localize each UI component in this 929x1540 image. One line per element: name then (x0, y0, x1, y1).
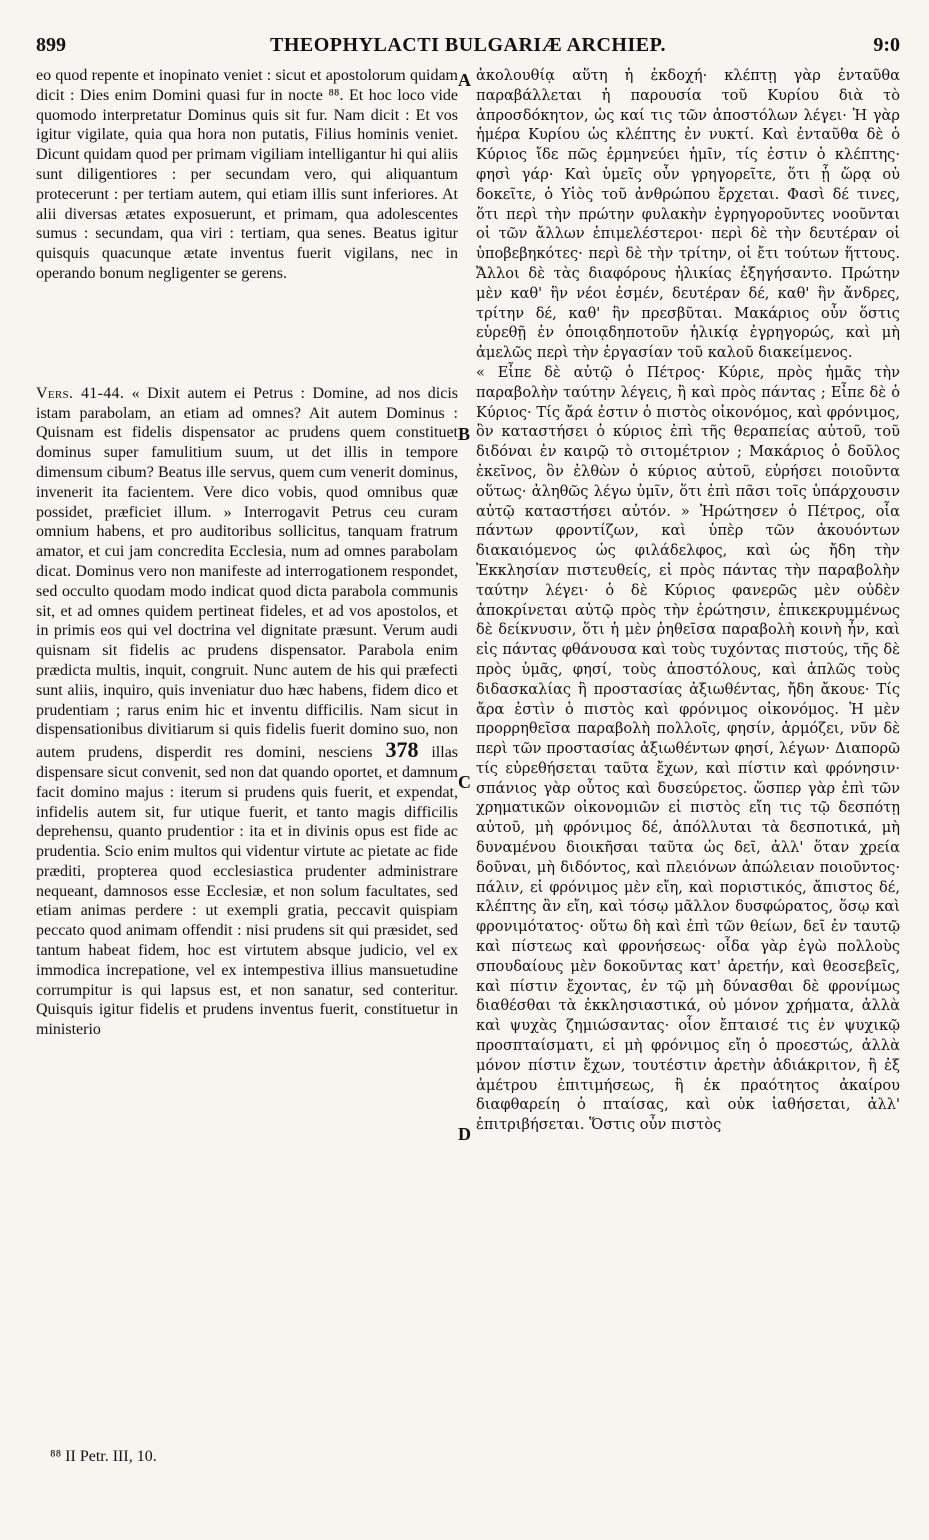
latin-paragraph-1: eo quod repente et inopinato veniet : sicut et apostolorum quidam dicit : Dies enim Domini quasi fur in nocte ⁸⁸. Et hoc loco vide quomodo interpretatur Dominus quis sit fur. Nam dicit : Et vos igitur vigilate, quia qua hora non putatis, Filius hominis veniet. Dicunt quidam quod per primam vigiliam intelligantur hi qui aliis sunt diligentiores : per secundam vero, qui aliquantum protecerunt : per tertiam autem, qui etiam illis sunt inferiores. At alii diversas ætates exposuerunt, et primam, qua adolescentes sumus : secundam, qua viri : tertiam, qua senes. Beatus igitur quisquis quacunque ætate inventus fuerit vigilans, nec in operando bonum negligenter se gerens. (36, 67, 458, 282)
greek-column (476, 66, 900, 1135)
margin-letter-b: B (458, 424, 471, 444)
latin-paragraph-2-continuation: illas dispensare sicut convenit, sed non dat quando oportet, et damnum facit domino majus : iterum si prudens quis fuerit, et expendat, infidelis autem sit, fur utique fuerit, et tanto magis difficilis deprehensu, quanto prudentior : ita et in divinis opus est fide ac prudentia. Scio enim multos qui videntur virtute ac pietate ac fide præditi, propterea quod ecclesiastica prudenter administrare nequeant, damnosos esse Ecclesiæ, et non solum facultates, sed etiam animas perdere : ut exempli gratia, peccavit quispiam peccato quod animam offendit : nisi prudens sit qui præsidet, sed tantum habeat fidem, hoc est virtutem absque judicio, vel ex immodica increpatione, vel ex intempestiva illius mansuetudine corrumpitur is qui lapsus est, et non sanatur, sed conteritur. Quisquis igitur fidelis et prudens inventus fuerit, constituetur in ministerio (36, 744, 459, 1039)
page-number-right: 9:0 (873, 34, 900, 56)
margin-letter-c: C (458, 772, 471, 792)
margin-letter-a: A (458, 70, 471, 90)
latin-paragraph-2-text: « Dixit autem ei Petrus : Domine, ad nos dicis istam parabolam, an etiam ad omnes? Ait autem Dominus : Quisnam est fidelis dispensator ac prudens quem constituet dominus super famulitium suum, ut det illis in tempore dimensum cibum? Beatus ille servus, quem cum venerit dominus, invenerit ita facientem. Vere dico vobis, quod omnibus quæ possidet, præficiet illum. » Interrogavit Petrus ceu curam omnium habens, et pro auditoribus sollicitus, tanquam fratrum amator, et cui jam concredita Ecclesia, num ad omnes parabolam dicat. Dominus vero non manifeste ad interrogationem respondet, sed occulto quodam modo indicat quod dicta parabola communis sit, et ad omnes quidem pertineat fideles, et ad vos apostolos, et in primis eos qui vel doctrina vel dignitate præsunt. Verum audi quisnam sit fidelis ac prudens dispensator. Parabola enim prædicta multis, inquit, congruit. Nunc autem de his qui præfecti sunt aliis, inquiro, quis inveniatur duo hæc habens, fidem dico et prudentiam ; rarus enim hic et inventu difficilis. Nam sicut in dispensationibus divitiarum si quis fidelis fuerit domino suo, non autem prudens, disperdit res domini, nesciens (36, 384, 458, 762)
paragraph-gap (36, 284, 458, 384)
running-title: THEOPHYLACTI BULGARIÆ ARCHIEP. (270, 34, 666, 56)
page-number-left: 899 (36, 34, 66, 56)
latin-paragraph-2 (36, 384, 458, 1040)
greek-paragraph-1: ἀκολουθίᾳ αὕτη ἡ ἐκδοχή· κλέπτῃ γὰρ ἐνταῦθα παραβάλλεται ἡ παρουσία τοῦ Κυρίου διὰ τὸ ἀπροσδόκητον, ὡς καί τις τῶν ἀποστόλων λέγει· Ἡ γὰρ ἡμέρα Κυρίου ὡς κλέπτης ἐν νυκτί. Καὶ ἐνταῦθα δὲ ὁ Κύριος ἴδε πῶς ἑρμηνεύει ἡμῖν, τίς ἐστιν ὁ κλέπτης· φησὶ γάρ· Καὶ ὑμεῖς οὖν γρηγορεῖτε, ὅτι ᾗ ὥρᾳ οὐ δοκεῖτε, ὁ Υἱὸς τοῦ ἀνθρώπου ἔρχεται. Φασὶ δέ τινες, ὅτι περὶ τὴν πρώτην φυλακὴν ἐγρηγοροῦντες νοοῦνται οἱ τῶν ἄλλων ἐπιμελέστεροι· περὶ δὲ τὴν δευτέραν οἱ ὑποβεβηκότες· περὶ δὲ τὴν τρίτην, οἱ ἔτι τούτων ἥττους. Ἄλλοι δὲ τὰς διαφόρους ἡλικίας ἐξηγήσαντο. Πρώτην μὲν καθ' ἣν νέοι ἐσμέν, δευτέραν δέ, καθ' ἣν ἄνδρες, τρίτην δέ, καθ' ἣν πρεσβῦται. Μακάριος οὖν ὅστις εὑρεθῇ ἐν ὁποιᾳδηποτοῦν ἡλικίᾳ ἐγρηγορώς, καὶ μὴ ἀμελῶς περὶ τὴν ἐργασίαν τοῦ καλοῦ διακείμενος. (476, 67, 900, 362)
page-reference-marker: 378 (385, 737, 419, 763)
latin-column (36, 66, 458, 1040)
margin-letter-d: D (458, 1124, 471, 1144)
footnote: ⁸⁸ II Petr. III, 10. (50, 1448, 157, 1465)
page-header (36, 34, 900, 58)
greek-paragraph-2: « Εἶπε δὲ αὐτῷ ὁ Πέτρος· Κύριε, πρὸς ἡμᾶς τὴν παραβολὴν ταύτην λέγεις, ἢ καὶ πρὸς πάντας ; Εἶπε δὲ ὁ Κύριος· Τίς ἄρά ἐστιν ὁ πιστὸς οἰκονόμος, καὶ φρόνιμος, ὃν καταστήσει ὁ κύριος ἐπὶ τῆς θεραπείας αὐτοῦ, τοῦ διδόναι ἐν καιρῷ τὸ σιτομέτριον ; Μακάριος ὁ δοῦλος ἐκεῖνος, ὃν ἐλθὼν ὁ κύριος αὐτοῦ, εὑρήσει ποιοῦντα οὕτως· ἀληθῶς λέγω ὑμῖν, ὅτι ἐπὶ πᾶσι τοῖς ὑπάρχουσιν αὐτῷ καταστήσει αὐτόν. » Ἠρώτησεν ὁ Πέτρος, οἷα πάντων φροντίζων, καὶ ὑπὲρ τῶν ἀκουόντων διακαιόμενος ὡς φιλάδελφος, καὶ ὡς ἤδη τὴν Ἐκκλησίαν πιστευθείς, εἰ πρὸς πάντας τὴν παραβολὴν ταύτην λέγει· ὁ δὲ Κύριος φανερῶς μὲν οὐδὲν ἀποκρίνεται αὐτῷ πρὸς τὴν ἐρώτησιν, ἐπικεκρυμμένως δὲ δείκνυσιν, ὅτι ἡ μὲν ῥηθεῖσα παραβολὴ κοινὴ ἦν, καὶ εἰς πάντας φθάνουσα καὶ τοὺς τυχόντας πιστούς, τῆς δὲ πρὸς ὑμᾶς, φησί, τοὺς ἀποστόλους, καὶ ἁπλῶς τοὺς διδασκαλίας ἢ προστασίας ἀξιωθέντας, ἤδη ἄκουε· Τίς ἄρα ἐστὶν ὁ πιστὸς καὶ φρόνιμος οἰκονόμος. Ἡ μὲν προρρηθεῖσα παραβολὴ πολλοῖς, φησίν, ἁρμόζει, νῦν δὲ περὶ τῶν προστασίας ἀξιωθέντων φησί, λέγων· Διαπορῶ τίς εὑρεθήσεται ταῦτα ἔχων, καὶ πίστιν καὶ φρόνησιν· σπάνιος γὰρ οὗτος καὶ δυσεύρετος. ὥσπερ γὰρ ἐπὶ τῶν χρηματικῶν οἰκονομιῶν εἰ πιστὸς εἴη τις τῷ δεσπότῃ αὐτοῦ, μὴ φρόνιμος δέ, ἀπόλλυται τὰ δεσποτικά, μὴ δυναμένου διοικῆσαι ταῦτα ὡς δεῖ, ἀλλ' ὅταν χρεία δοῦναι, μὴ διδόντος, καὶ πλειόνων ἀπώλειαν ποιοῦντος· πάλιν, εἰ φρόνιμος μὲν εἴη, καὶ ποριστικός, ἄπιστος δέ, κλέπτης ἂν εἴη, καὶ τόσῳ μᾶλλον δυσφώρατος, ὅσῳ καὶ φρονιμότατος· οὕτω δὴ καὶ ἐπὶ τῶν θείων, δεῖ ἐν ταυτῷ καὶ πίστεως καὶ φρονήσεως· οἶδα γὰρ ἐγὼ πολλοὺς σπουδαίους μὲν δοκοῦντας κατ' ἀρετήν, καὶ θεοσεβεῖς, καὶ πίστιν ἔχοντας, ἐν τῷ μὴ δύνασθαι δὲ φρονίμως διαθέσθαι τὰ ἐκκλησιαστικά, οὐ μόνον χρήματα, ἀλλὰ καὶ ψυχὰς ζημιώσαντας· οἷον ἔπταισέ τις ἐν ψυχικῷ προσπταίσματι, εἰ μὴ φρόνιμος εἴη ὁ προεστώς, ἀλλὰ μόνον πίστιν ἔχων, τουτέστιν ἀρετὴν ἀδιάκριτον, ἢ ἐξ ἀμέτρου ἐπιτιμήσεως, ἢ ἐκ πραότητος ἀκαίρου διαφθαρείη ὁ πταίσας, καὶ οὐκ ἰαθήσεται, ἀλλ' ἐπιτριβήσεται. Ὅστις οὖν πιστὸς (476, 363, 900, 1134)
verse-label: Vers. 41-44. (36, 384, 125, 402)
